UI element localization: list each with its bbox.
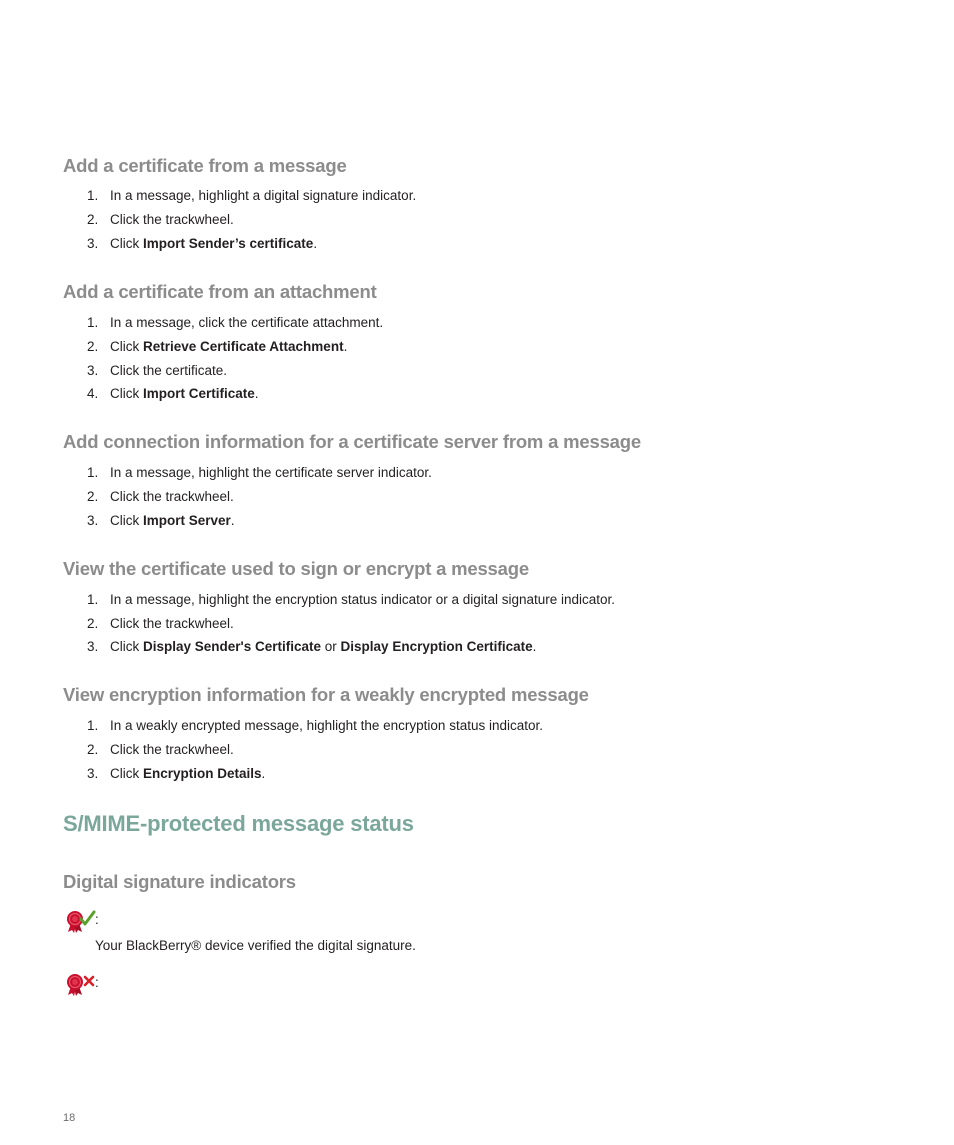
step-text-run: or <box>321 639 341 654</box>
step-number: 1. <box>87 188 99 203</box>
step-text-run: . <box>532 639 537 654</box>
step-text <box>110 386 259 401</box>
step-text-run: Click the trackwheel. <box>110 489 234 504</box>
page-number: 18 <box>63 1112 76 1124</box>
step-text-run: Click <box>110 639 143 654</box>
indicator-colon: : <box>95 975 99 990</box>
step-text-run: Click <box>110 766 143 781</box>
step-text-run: . <box>230 513 235 528</box>
step-number: 2. <box>87 616 99 631</box>
step-text-run: In a message, highlight the certificate server indicator. <box>110 465 432 480</box>
step-number: 3. <box>87 766 99 781</box>
menu-command-label: Display Sender's Certificate <box>143 639 322 654</box>
step-text-run: In a message, highlight a digital signature indicator. <box>110 188 417 203</box>
menu-command-label: Display Encryption Certificate <box>340 639 533 654</box>
step-text <box>110 489 234 504</box>
sub-heading: Digital signature indicators <box>63 871 296 892</box>
step-text <box>110 212 234 227</box>
section-heading: Add a certificate from an attachment <box>63 281 377 302</box>
step-number: 2. <box>87 742 99 757</box>
step-text-run: . <box>254 386 259 401</box>
indicator-description: Your BlackBerry® device verified the digital signature. <box>95 938 416 953</box>
signature-not-verified-icon <box>66 973 96 997</box>
section-heading: View encryption information for a weakly encrypted message <box>63 684 589 705</box>
step-number: 2. <box>87 212 99 227</box>
signature-verified-icon <box>66 910 96 934</box>
step-text-run: . <box>313 236 318 251</box>
menu-command-label: Encryption Details <box>143 766 262 781</box>
step-text-run: . <box>343 339 348 354</box>
menu-command-label: Import Sender’s certificate <box>143 236 314 251</box>
step-text <box>110 592 615 607</box>
step-text <box>110 718 543 733</box>
step-text-run: Click <box>110 339 143 354</box>
step-number: 1. <box>87 465 99 480</box>
step-text-run: Click the certificate. <box>110 363 228 378</box>
step-text-run: Click <box>110 236 143 251</box>
step-text-run: Click the trackwheel. <box>110 212 234 227</box>
step-number: 1. <box>87 315 99 330</box>
step-number: 3. <box>87 236 99 251</box>
step-text <box>110 339 347 354</box>
step-text <box>110 236 317 251</box>
step-text-run: Click the trackwheel. <box>110 742 234 757</box>
step-text <box>110 616 234 631</box>
step-number: 1. <box>87 592 99 607</box>
step-number: 3. <box>87 513 99 528</box>
step-text <box>110 188 416 203</box>
main-heading: S/MIME-protected message status <box>63 811 414 836</box>
indicator-colon: : <box>95 912 99 927</box>
step-text <box>110 315 383 330</box>
section-heading: Add a certificate from a message <box>63 155 347 176</box>
step-text-run: In a weakly encrypted message, highlight the encryption status indicator. <box>110 718 543 733</box>
step-number: 1. <box>87 718 99 733</box>
menu-command-label: Import Certificate <box>143 386 255 401</box>
step-text-run: Click <box>110 513 143 528</box>
step-text <box>110 742 234 757</box>
step-text <box>110 465 432 480</box>
section-heading: Add connection information for a certificate server from a message <box>63 431 641 452</box>
step-number: 4. <box>87 386 99 401</box>
step-text <box>110 766 265 781</box>
step-text <box>110 639 536 654</box>
menu-command-label: Import Server <box>143 513 231 528</box>
step-text-run: Click <box>110 386 143 401</box>
section-heading: View the certificate used to sign or encrypt a message <box>63 558 529 579</box>
step-text-run: In a message, click the certificate attachment. <box>110 315 384 330</box>
step-text-run: Click the trackwheel. <box>110 616 234 631</box>
menu-command-label: Retrieve Certificate Attachment <box>143 339 344 354</box>
step-number: 3. <box>87 363 99 378</box>
step-number: 2. <box>87 489 99 504</box>
step-number: 3. <box>87 639 99 654</box>
step-number: 2. <box>87 339 99 354</box>
step-text-run: . <box>261 766 266 781</box>
step-text <box>110 513 235 528</box>
step-text <box>110 363 227 378</box>
step-text-run: In a message, highlight the encryption status indicator or a digital signature indicator. <box>110 592 616 607</box>
